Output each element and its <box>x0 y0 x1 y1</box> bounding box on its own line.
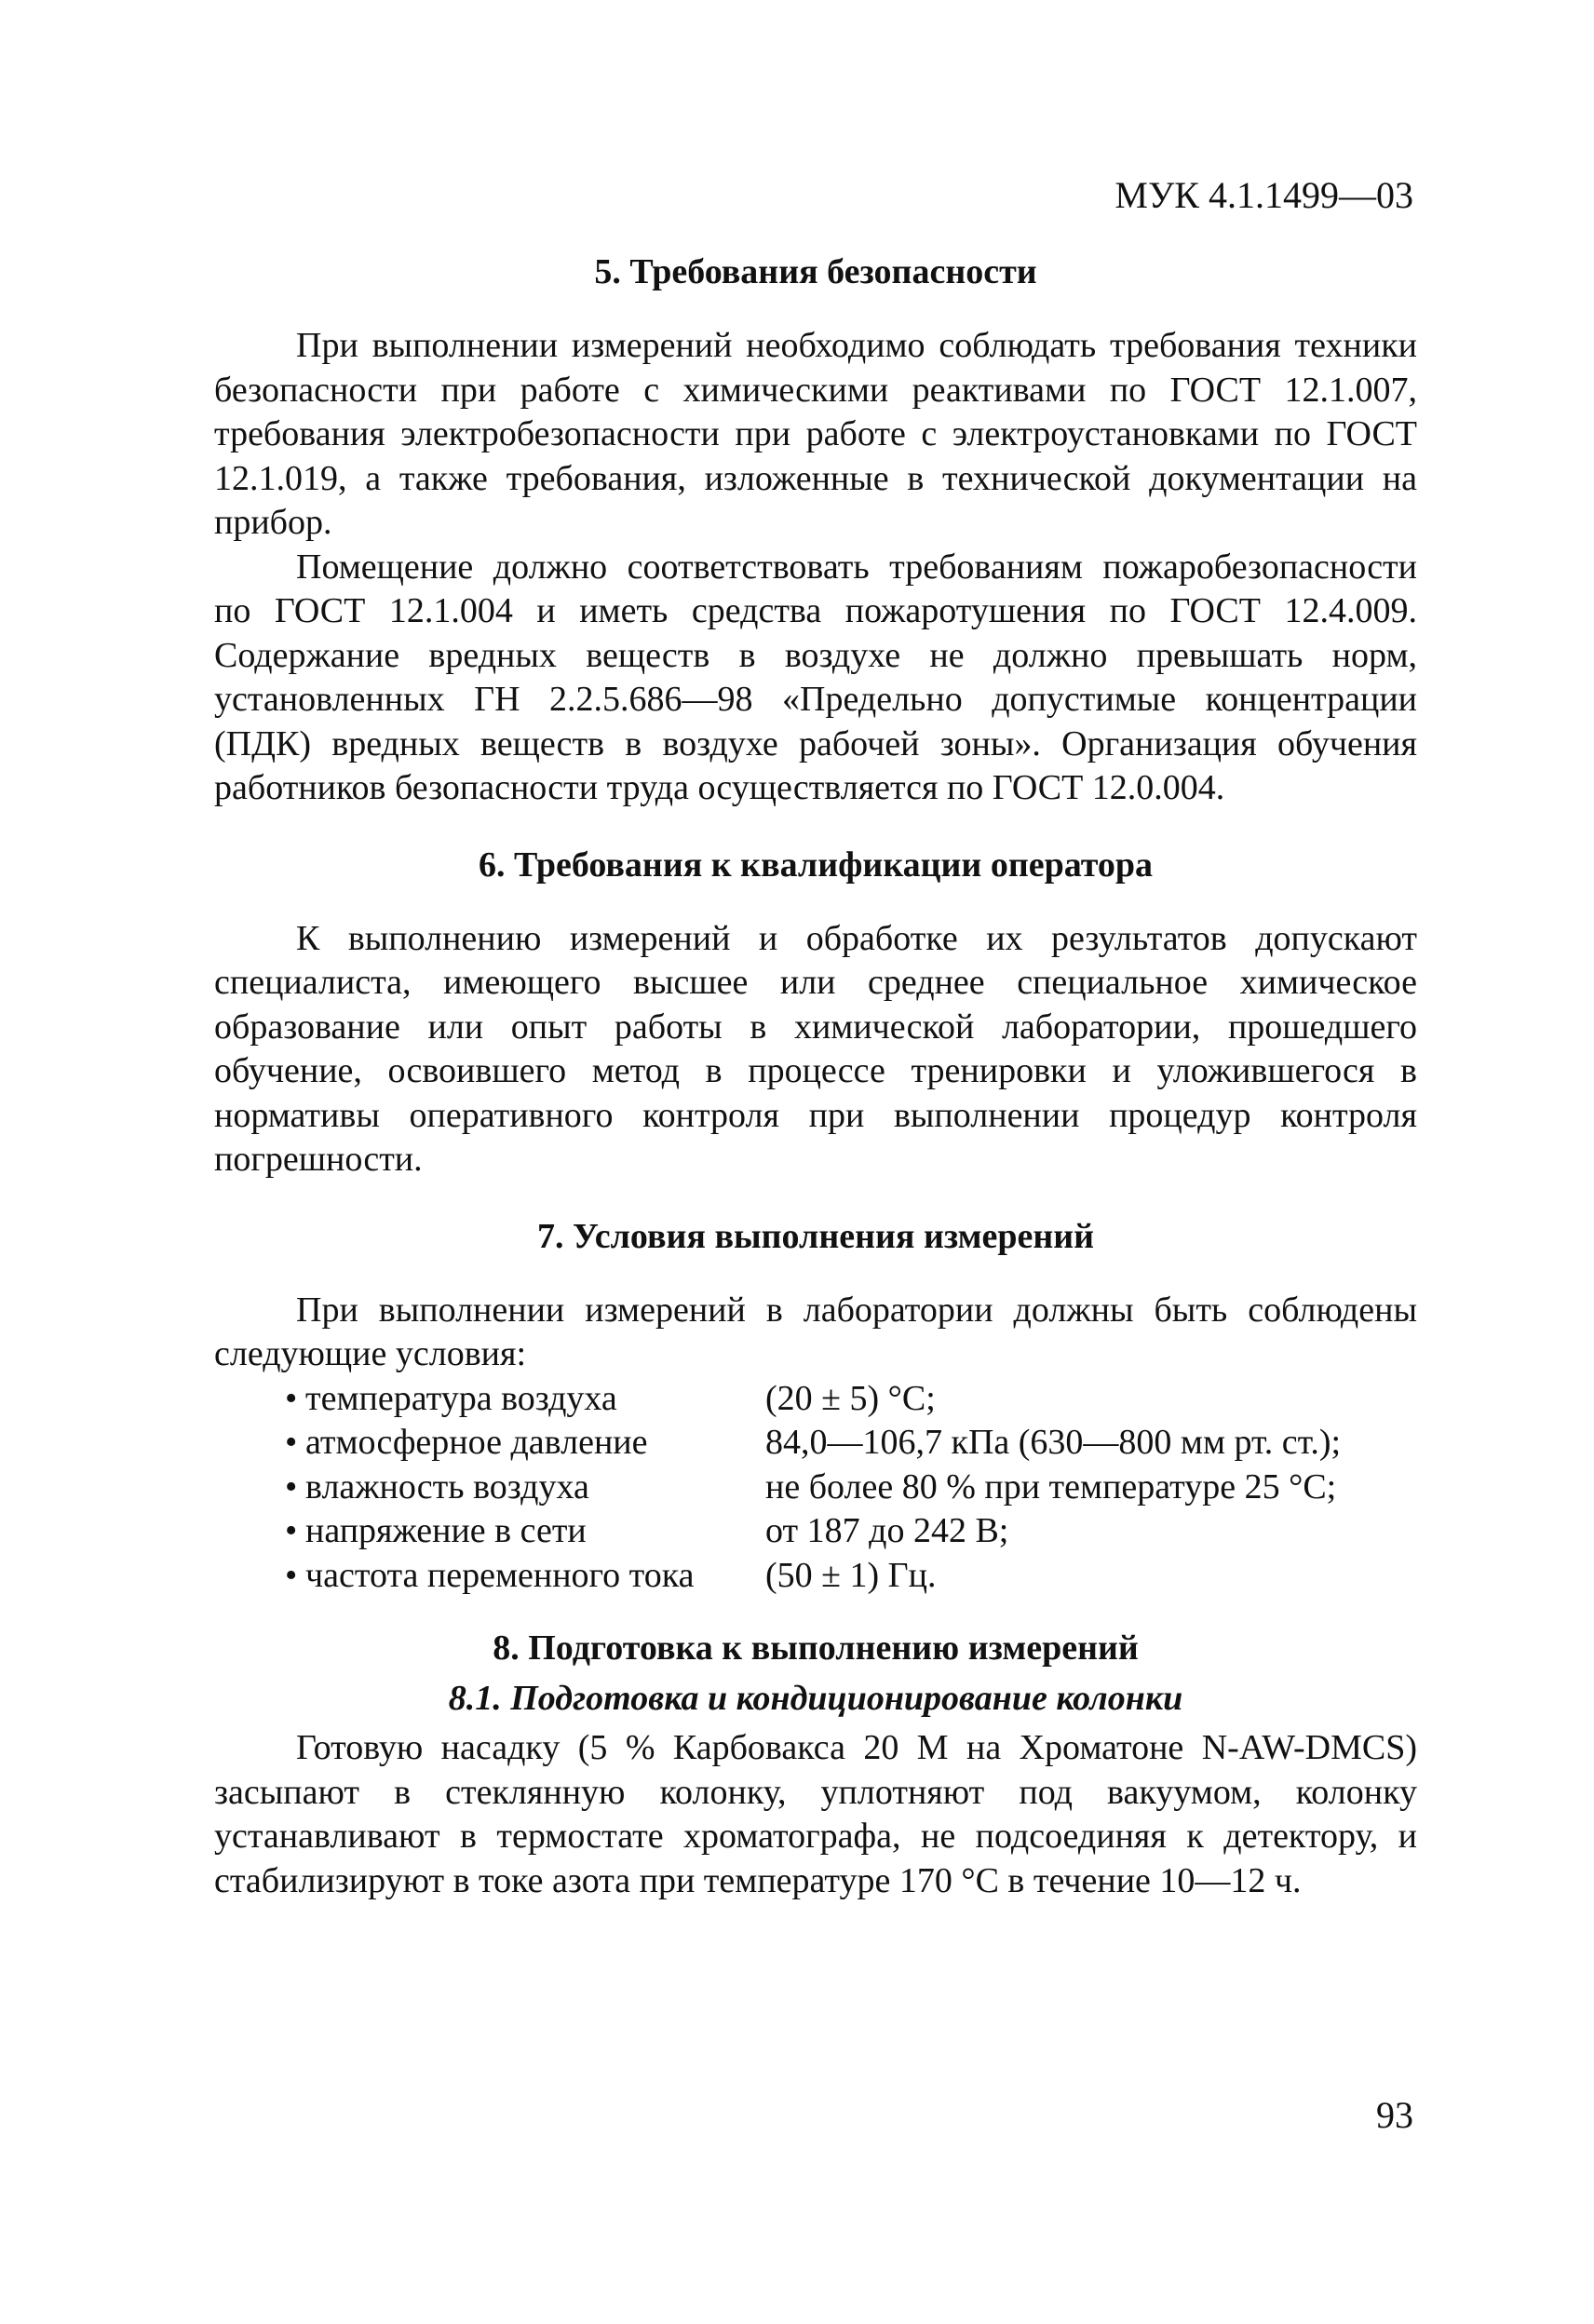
page-number: 93 <box>1376 2094 1413 2136</box>
condition-name: атмосферное давление <box>305 1423 648 1462</box>
section-6-paragraph-1: К выполнению измерений и обработке их результатов допускают специалиста, имеющего высшее или среднее специальное химическое образование или опыт работы в химической лаборатории, прошедшего обучение, освоившего метод в процессе тренировки и уложившегося в нормативы оперативного контроля при выполнении процедур контроля погрешности. <box>214 918 1417 1179</box>
condition-name: частота переменного тока <box>305 1555 695 1595</box>
section-5 <box>214 250 1417 811</box>
conditions-list <box>214 1377 1417 1599</box>
condition-value: от 187 до 242 В; <box>765 1511 1009 1550</box>
condition-item <box>285 1377 1417 1422</box>
condition-value: (50 ± 1) Гц. <box>765 1555 937 1595</box>
bullet-icon: • <box>285 1466 298 1507</box>
section-8 <box>214 1626 1417 1903</box>
section-8-title: 8. Подготовка к выполнению измерений <box>493 1628 1139 1668</box>
condition-item <box>285 1421 1417 1466</box>
section-7-intro: При выполнении измерений в лаборатории должны быть соблюдены следующие условия: <box>214 1290 1417 1373</box>
section-5-paragraph-1: При выполнении измерений необходимо соблюдать требования техники безопасности при работе с химическими реактивами по ГОСТ 12.1.007, требования электробезопасности при работе с электроустановками по ГОСТ 12.1.019, а также требования, изложенные в технической документации на прибор. <box>214 326 1417 542</box>
subsection-8-1-paragraph: Готовую насадку (5 % Карбовакса 20 М на Хроматоне N-AW-DMCS) засыпают в стеклянную колонку, уплотняют под вакуумом, колонку устанавливают в термостате хроматографа, не подсоединяя к детектору, и стабилизируют в токе азота при температуре 170 °С в течение 10—12 ч. <box>214 1728 1417 1900</box>
bullet-icon: • <box>285 1423 298 1462</box>
bullet-icon: • <box>285 1378 298 1418</box>
section-7 <box>214 1214 1417 1599</box>
condition-value: 84,0—106,7 кПа (630—800 мм рт. ст.); <box>765 1423 1342 1462</box>
condition-value: не более 80 % при температуре 25 °С; <box>765 1466 1337 1507</box>
condition-name: напряжение в сети <box>305 1511 587 1550</box>
section-7-title: 7. Условия выполнения измерений <box>536 1216 1095 1256</box>
condition-item <box>285 1509 1417 1554</box>
bullet-icon: • <box>285 1511 298 1550</box>
subsection-8-1-title: 8.1. Подготовка и кондиционирование колонки <box>448 1679 1183 1718</box>
section-5-paragraph-2: Помещение должно соответствовать требованиям пожаробезопасности по ГОСТ 12.1.004 и иметь средства пожаротушения по ГОСТ 12.4.009. Содержание вредных веществ в воздухе не должно превышать норм, установленных ГН 2.2.5.686—98 «Предельно допустимые концентрации (ПДК) вредных веществ в воздухе рабочей зоны». Организация обучения работников безопасности труда осуществляется по ГОСТ 12.0.004. <box>214 547 1417 807</box>
condition-value: (20 ± 5) °С; <box>765 1378 936 1418</box>
condition-name: влажность воздуха <box>305 1466 589 1507</box>
section-5-title: 5. Требования безопасности <box>594 252 1037 291</box>
document-code: МУК 4.1.1499—03 <box>1114 174 1413 216</box>
page-content <box>214 250 1417 1903</box>
condition-item <box>285 1466 1417 1510</box>
section-6-title: 6. Требования к квалификации оператора <box>478 844 1154 885</box>
condition-name: температура воздуха <box>305 1378 617 1418</box>
bullet-icon: • <box>285 1555 298 1595</box>
section-6 <box>214 843 1417 1182</box>
condition-item <box>285 1554 1417 1599</box>
